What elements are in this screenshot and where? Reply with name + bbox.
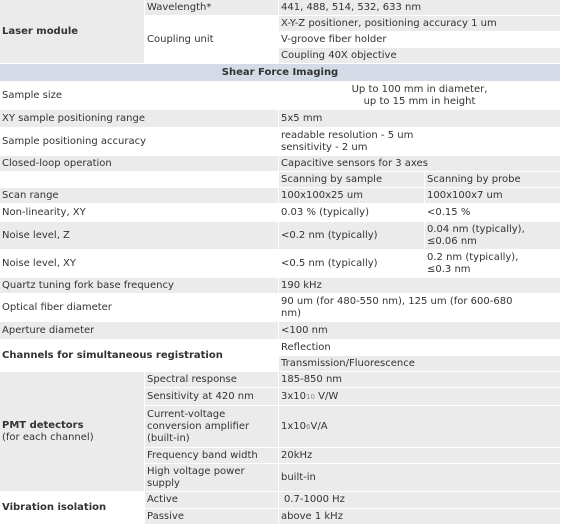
accuracy-label: Sample positioning accuracy [0,128,279,156]
bandwidth-value: 20kHz [279,448,561,464]
nonlinearity-probe: <0.15 % [425,204,561,222]
channel-value: Transmission/Fluorescence [279,356,561,372]
noise-z-probe-line: 0.04 nm (typically), [427,223,525,235]
accuracy-row [0,128,561,156]
sample-size-label: Sample size [0,82,279,110]
hv-value: built-in [279,464,561,492]
spectral-row [0,372,561,388]
bandwidth-label: Frequency band width [145,448,279,464]
scan-range-label: Scan range [0,188,279,204]
fiber-value-line: 90 um (for 480-550 nm), 125 um (for 600-680 [281,295,513,307]
quartz-value: 190 kHz [279,278,561,294]
pmt-title: PMT detectors [2,419,84,431]
fiber-value-line: nm) [281,307,301,319]
xy-range-row [0,110,561,128]
sensitivity-label: Sensitivity at 420 nm [145,388,279,406]
sensitivity-value: 3x10 10 V/W [279,388,561,406]
scan-range-probe: 100x100x7 um [425,188,561,204]
nonlinearity-row [0,204,561,222]
spectral-label: Spectral response [145,372,279,388]
channel-value: Reflection [279,340,561,356]
xy-range-label: XY sample positioning range [0,110,279,128]
hv-label-line: supply [147,477,180,489]
converter-base: 1x10 [281,420,307,432]
coupling-value: X-Y-Z positioner, positioning accuracy 1 um [279,16,561,32]
noise-xy-label: Noise level, XY [0,250,279,278]
converter-unit: V/A [310,420,328,432]
converter-label-line: conversion amplifier [147,420,250,432]
converter-value: 1x10 6 V/A [279,406,561,448]
converter-row [0,406,561,448]
fiber-row [0,294,561,322]
noise-xy-probe-line: 0.2 nm (typically), [427,251,519,263]
spectral-value: 185-850 nm [279,372,561,388]
passive-row [0,509,561,525]
active-label: Active [145,492,279,509]
xy-range-value: 5x5 mm [279,110,561,128]
laser-module-label: Laser module [0,0,145,64]
coupling-label: Coupling unit [145,16,279,64]
sample-size-value-line: Up to 100 mm in diameter, [351,83,488,95]
passive-label: Passive [145,509,279,525]
passive-value: above 1 kHz [279,509,561,525]
closed-loop-value: Capacitive sensors for 3 axes [279,156,561,172]
wavelength-row [0,0,561,16]
sample-size-value [279,82,561,110]
wavelength-label: Wavelength* [145,0,279,16]
converter-label-line: Current-voltage [147,408,226,420]
sample-size-value-line: up to 15 mm in height [363,95,476,107]
sensitivity-unit: V/W [314,390,339,402]
closed-loop-label: Closed-loop operation [0,156,279,172]
wavelength-value: 441, 488, 514, 532, 633 nm [279,0,561,16]
sensitivity-base: 3x10 [281,390,307,402]
accuracy-value-line: readable resolution - 5 um [281,129,414,141]
aperture-label: Aperture diameter [0,322,279,340]
closed-loop-row [0,156,561,172]
sensitivity-row [0,388,561,406]
pmt-subtitle: (for each channel) [2,431,94,443]
noise-z-probe-line: ≤0.06 nm [427,235,477,247]
coupling-value: Coupling 40X objective [279,48,561,64]
noise-z-probe [425,222,561,250]
aperture-value: <100 nm [279,322,561,340]
bandwidth-row [0,448,561,464]
active-row [0,492,561,509]
accuracy-value [279,128,561,156]
col-scanning-by-probe: Scanning by probe [425,172,561,188]
scan-range-sample: 100x100x25 um [279,188,425,204]
nonlinearity-sample: 0.03 % (typically) [279,204,425,222]
converter-label [145,406,279,448]
noise-z-sample: <0.2 nm (typically) [279,222,425,250]
vibration-label: Vibration isolation [0,492,145,525]
section-header: Shear Force Imaging [0,64,561,82]
noise-xy-row [0,250,561,278]
scan-range-row [0,188,561,204]
active-value: 0.7-1000 Hz [279,492,561,509]
fiber-label: Optical fiber diameter [0,294,279,322]
col-scanning-by-sample: Scanning by sample [279,172,425,188]
fiber-value [279,294,561,322]
quartz-row [0,278,561,294]
noise-z-label: Noise level, Z [0,222,279,250]
sample-size-row [0,82,561,110]
hv-label-line: High voltage power [147,465,245,477]
noise-xy-sample: <0.5 nm (typically) [279,250,425,278]
nonlinearity-label: Non-linearity, XY [0,204,279,222]
hv-label [145,464,279,492]
coupling-value: V-groove fiber holder [279,32,561,48]
accuracy-value-line: sensitivity - 2 um [281,141,368,153]
aperture-row [0,322,561,340]
converter-label-line: (built-in) [147,432,190,444]
noise-z-row [0,222,561,250]
noise-xy-probe-line: ≤0.3 nm [427,263,471,275]
noise-xy-probe [425,250,561,278]
scan-mode-header-row [0,172,561,188]
channels-label: Channels for simultaneous registration [0,340,279,372]
hv-row [0,464,561,492]
blank-cell [0,172,279,188]
quartz-label: Quartz tuning fork base frequency [0,278,279,294]
